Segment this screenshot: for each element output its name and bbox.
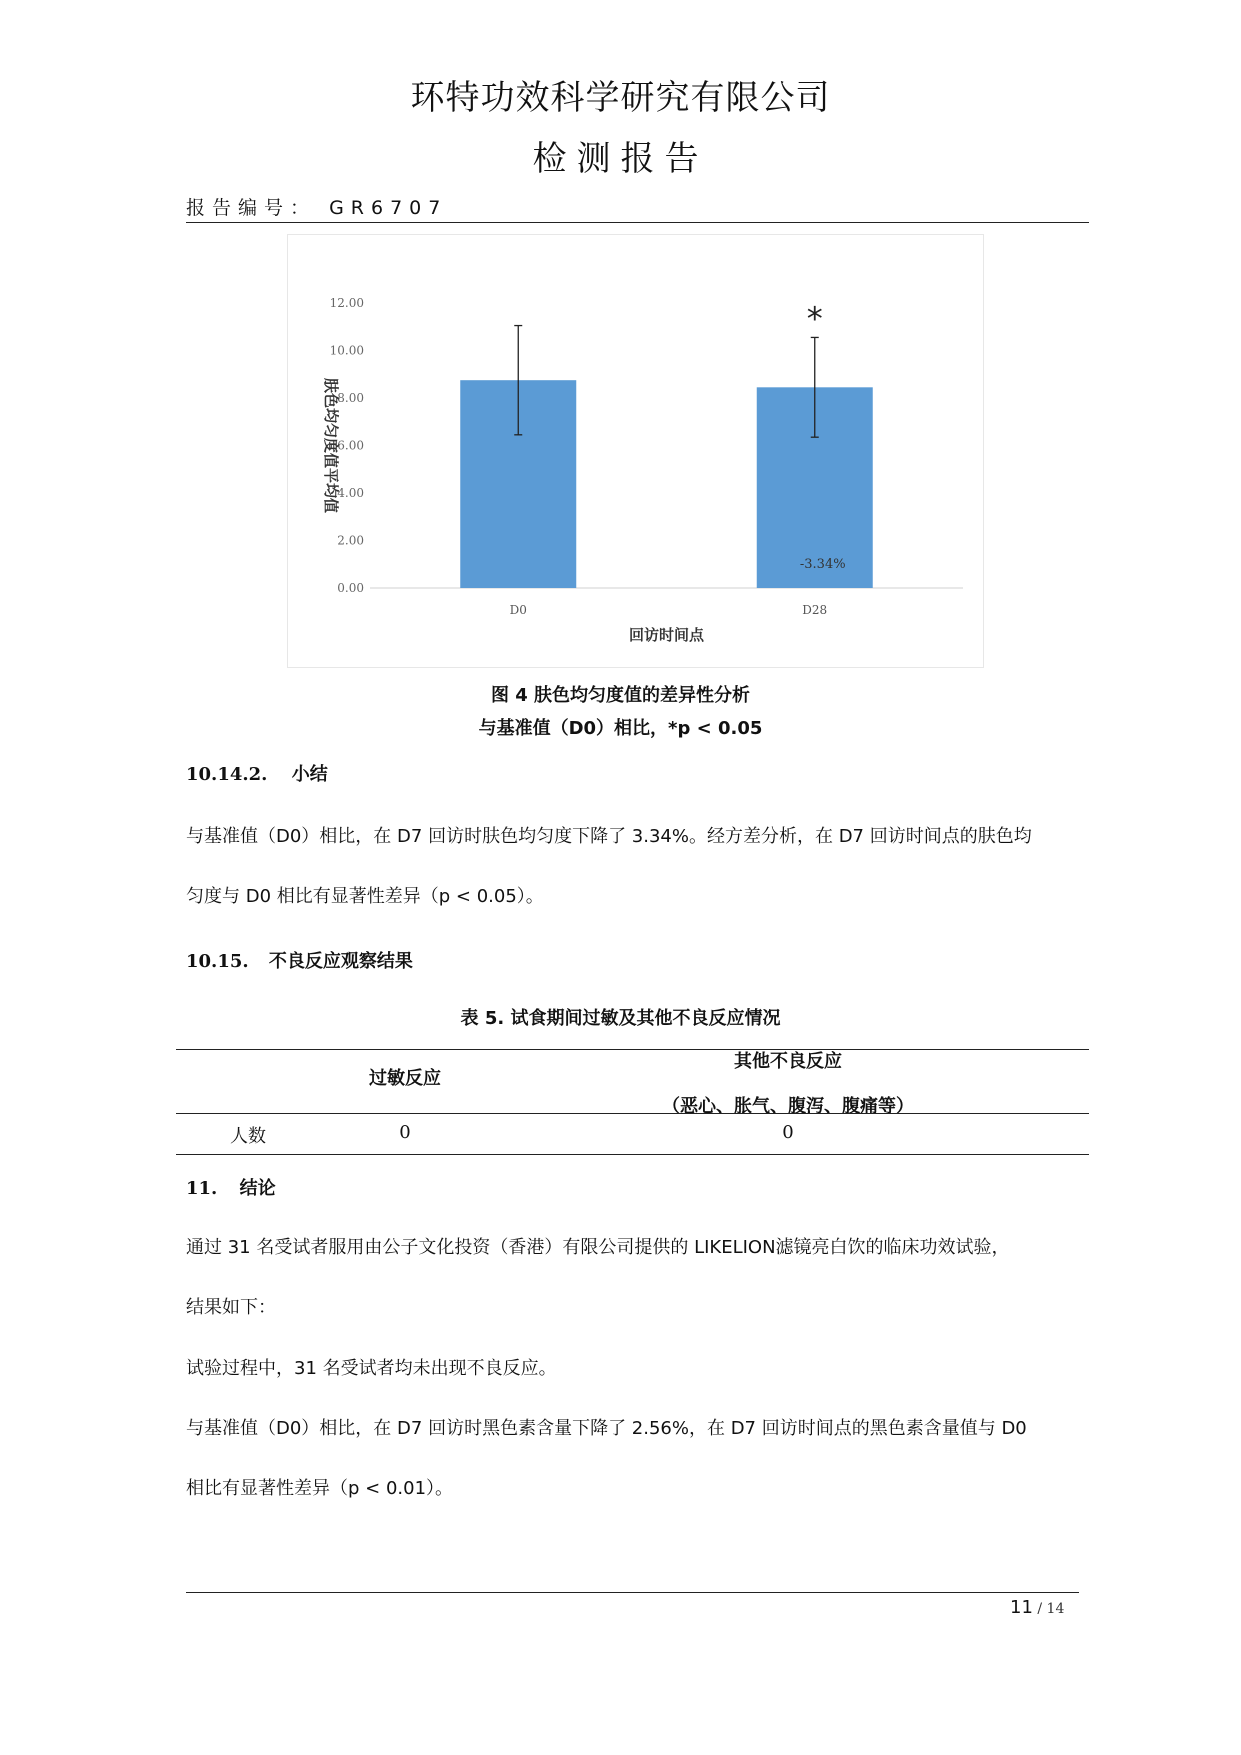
table-header-rule xyxy=(176,1113,1089,1114)
summary-paragraph-line2: 匀度与 D0 相比有显著性差异（p < 0.05）。 xyxy=(186,886,544,907)
conclusion-line2: 结果如下： xyxy=(186,1297,276,1318)
table-cell-other: 0 xyxy=(782,1122,794,1143)
conclusion-line4: 与基准值（D0）相比，在 D7 回访时黑色素含量下降了 2.56%，在 D7 回访时间点的黑色素含量值与 D0 xyxy=(186,1418,1027,1439)
y-tick-label: 12.00 xyxy=(329,296,364,310)
summary-paragraph-line1: 与基准值（D0）相比，在 D7 回访时肤色均匀度下降了 3.34%。经方差分析，在 D7 回访时间点的肤色均 xyxy=(186,826,1032,847)
x-tick-label: D0 xyxy=(509,603,527,617)
bar-chart xyxy=(288,235,983,667)
document-title: 检测报告 xyxy=(532,139,709,179)
conclusion-line1: 通过 31 名受试者服用由公子文化投资（香港）有限公司提供的 LIKELION滤镜亮白饮的临床功效试验， xyxy=(186,1237,1010,1258)
header-rule xyxy=(186,222,1089,223)
table-header-other: 其他不良反应 xyxy=(734,1051,842,1072)
report-number-label: 报告编号： xyxy=(186,197,317,219)
table-caption: 表 5. 试食期间过敏及其他不良反应情况 xyxy=(460,1008,781,1029)
section-title: 小结 xyxy=(291,764,328,785)
x-tick-label: D28 xyxy=(802,603,828,617)
table-header-other-detail: （恶心、胀气、腹泻、腹痛等） xyxy=(662,1096,914,1117)
company-name: 环特功效科学研究有限公司 xyxy=(410,78,831,118)
report-number xyxy=(186,193,447,220)
section-title: 结论 xyxy=(239,1178,276,1199)
footer-rule xyxy=(186,1592,1079,1593)
table-bottom-rule xyxy=(176,1154,1089,1155)
table-cell-allergy: 0 xyxy=(399,1122,411,1143)
figure-caption: 图 4 肤色均匀度值的差异性分析 xyxy=(490,685,751,706)
page-number xyxy=(1010,1597,1064,1618)
section-heading-10-15 xyxy=(186,947,413,973)
page-current: 11 xyxy=(1010,1597,1033,1618)
y-tick-label: 4.00 xyxy=(337,486,364,500)
figure-caption-note: 与基准值（D0）相比，*p < 0.05 xyxy=(478,718,763,739)
section-heading-11 xyxy=(186,1174,276,1200)
report-number-value: GR6707 xyxy=(329,197,448,219)
significance-marker: * xyxy=(806,299,823,338)
conclusion-line5: 相比有显著性差异（p < 0.01）。 xyxy=(186,1478,454,1499)
table-row-label: 人数 xyxy=(230,1126,266,1147)
y-tick-label: 10.00 xyxy=(329,343,364,358)
section-number: 10.15. xyxy=(186,951,249,972)
y-tick-label: 6.00 xyxy=(337,438,364,453)
y-tick-label: 0.00 xyxy=(337,581,364,595)
x-axis-title: 回访时间点 xyxy=(628,626,705,644)
page-separator: / xyxy=(1032,1601,1047,1617)
y-axis-title: 肤色均匀度值平均值 xyxy=(322,377,340,514)
chart-frame xyxy=(287,234,984,668)
section-heading-10-14-2 xyxy=(186,760,328,786)
y-tick-label: 2.00 xyxy=(337,533,364,548)
section-number: 10.14.2. xyxy=(186,764,268,785)
table-header-allergy: 过敏反应 xyxy=(369,1068,441,1089)
conclusion-line3: 试验过程中，31 名受试者均未出现不良反应。 xyxy=(186,1358,557,1379)
section-title: 不良反应观察结果 xyxy=(268,951,413,972)
page-total: 14 xyxy=(1046,1601,1065,1617)
section-number: 11. xyxy=(186,1178,218,1199)
y-tick-label: 8.00 xyxy=(337,391,364,405)
change-label: -3.34% xyxy=(799,557,846,572)
